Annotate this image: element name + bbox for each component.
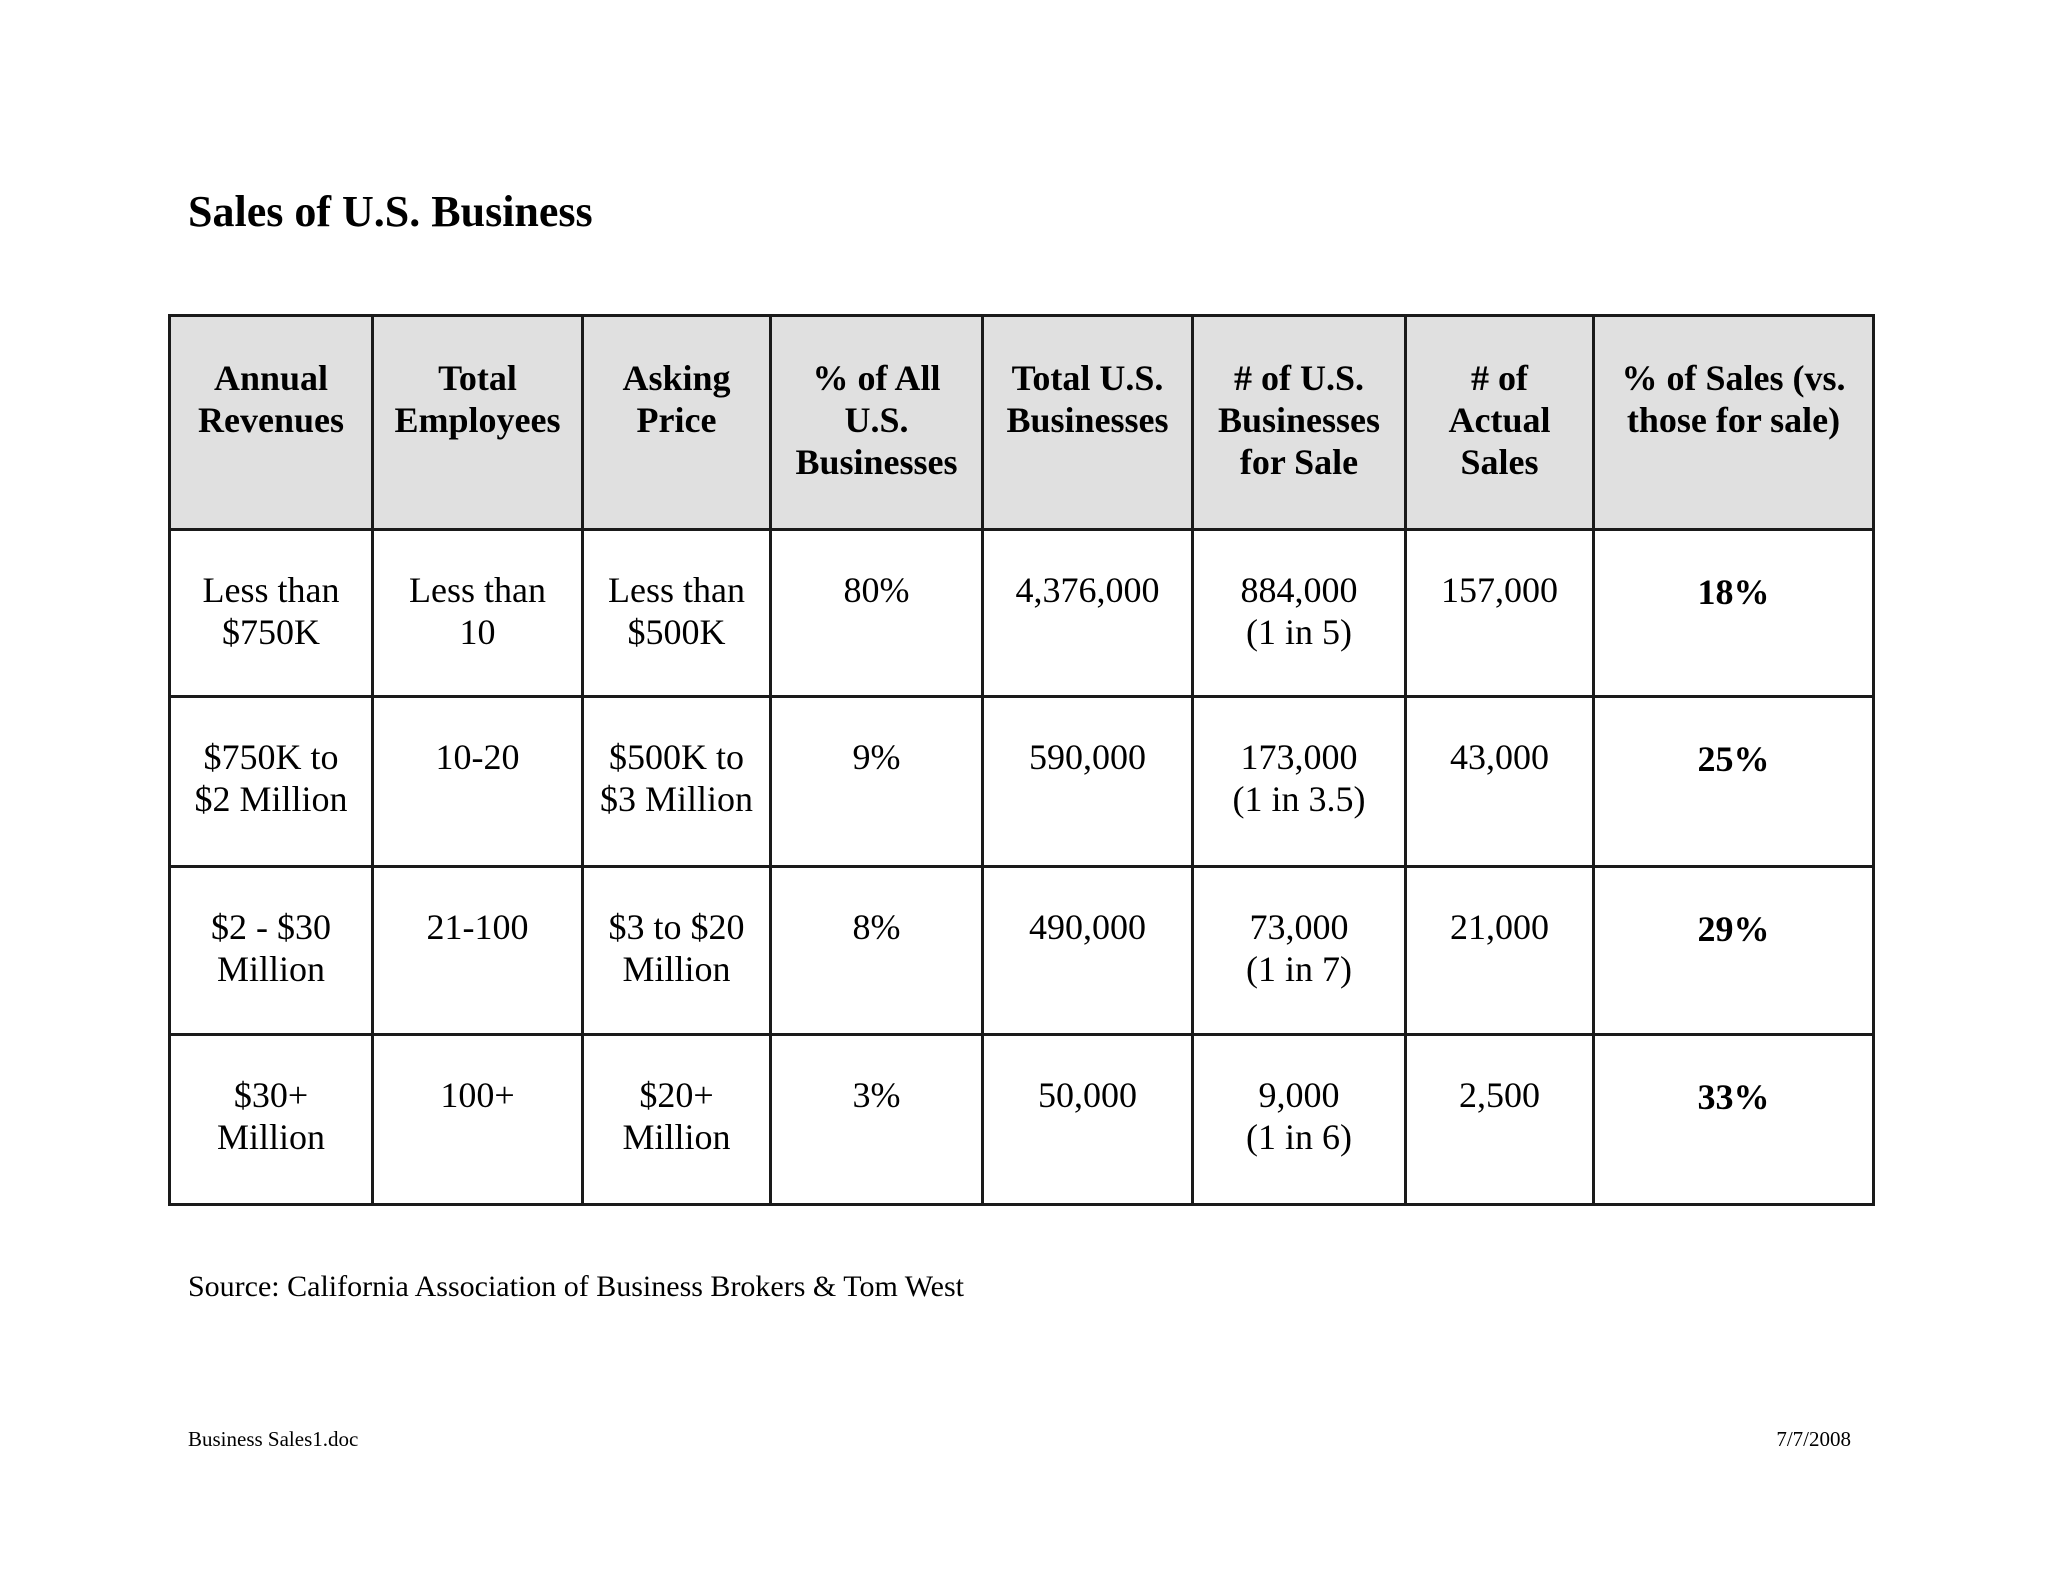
header-line: Employees <box>394 400 561 440</box>
cell-asking-price <box>583 1035 771 1205</box>
cell-line: 29% <box>1697 909 1770 949</box>
column-header-total-employees <box>373 316 583 530</box>
cell-line: 3% <box>852 1075 901 1115</box>
cell-line: 80% <box>843 570 910 610</box>
cell-line: 9,000 <box>1258 1075 1340 1115</box>
cell-line: $2 Million <box>194 779 348 819</box>
cell-total-us-businesses <box>983 697 1193 867</box>
cell-line: 490,000 <box>1029 907 1146 947</box>
header-line: U.S. <box>844 400 909 440</box>
cell-total-us-businesses <box>983 1035 1193 1205</box>
cell-asking-price <box>583 867 771 1035</box>
cell-total-employees <box>373 1035 583 1205</box>
header-row <box>170 316 1874 530</box>
cell-line: (1 in 7) <box>1246 949 1352 989</box>
column-header-annual-revenues <box>170 316 373 530</box>
cell-actual-sales <box>1406 697 1594 867</box>
column-header-total-us-businesses <box>983 316 1193 530</box>
cell-line: Million <box>216 949 326 989</box>
header-line: those for sale) <box>1626 400 1841 440</box>
cell-annual-revenues <box>170 697 373 867</box>
cell-line: (1 in 6) <box>1246 1117 1352 1157</box>
column-header-asking-price <box>583 316 771 530</box>
cell-line: 50,000 <box>1038 1075 1137 1115</box>
cell-line: 173,000 <box>1240 737 1358 777</box>
cell-line: $3 Million <box>599 779 754 819</box>
cell-line: 10-20 <box>435 737 520 777</box>
cell-line: 2,500 <box>1459 1075 1540 1115</box>
cell-businesses-for-sale <box>1193 530 1406 697</box>
cell-line: 33% <box>1697 1077 1770 1117</box>
header-line: Revenues <box>198 400 344 440</box>
cell-line: Million <box>216 1117 326 1157</box>
column-header-actual-sales <box>1406 316 1594 530</box>
cell-line: $20+ <box>639 1075 714 1115</box>
header-line: Asking <box>622 358 731 398</box>
cell-line: Less than <box>608 570 745 610</box>
table-row <box>170 697 1874 867</box>
column-header-pct-of-sales <box>1594 316 1874 530</box>
header-line: Sales <box>1460 442 1539 482</box>
cell-line: $500K to <box>609 737 744 777</box>
cell-line: 25% <box>1697 739 1770 779</box>
cell-line: 21,000 <box>1450 907 1549 947</box>
cell-line: 8% <box>852 907 901 947</box>
cell-line: 4,376,000 <box>1015 570 1160 610</box>
header-line: Businesses <box>1006 400 1169 440</box>
footer-date: 7/7/2008 <box>1776 1427 1851 1451</box>
cell-line: $3 to $20 <box>608 907 745 947</box>
cell-line: 884,000 <box>1240 570 1358 610</box>
cell-pct-of-sales <box>1594 697 1874 867</box>
cell-line: $2 - $30 <box>211 907 331 947</box>
cell-pct-all-businesses <box>771 1035 983 1205</box>
cell-line: Less than <box>409 570 546 610</box>
cell-actual-sales <box>1406 867 1594 1035</box>
cell-actual-sales <box>1406 530 1594 697</box>
header-line: % of All <box>812 358 941 398</box>
cell-line: Million <box>622 949 731 989</box>
source-note: Source: California Association of Business Brokers & Tom West <box>188 1270 964 1303</box>
header-line: Total <box>438 358 517 398</box>
cell-pct-all-businesses <box>771 530 983 697</box>
header-line: Price <box>636 400 717 440</box>
cell-pct-all-businesses <box>771 867 983 1035</box>
header-line: for Sale <box>1239 442 1359 482</box>
table-row <box>170 867 1874 1035</box>
cell-line: 10 <box>459 612 496 652</box>
cell-annual-revenues <box>170 1035 373 1205</box>
header-line: Total U.S. <box>1011 358 1164 398</box>
cell-line: (1 in 5) <box>1246 612 1352 652</box>
cell-line: 73,000 <box>1249 907 1349 947</box>
cell-line: $750K <box>222 612 320 652</box>
cell-businesses-for-sale <box>1193 1035 1406 1205</box>
cell-businesses-for-sale <box>1193 697 1406 867</box>
cell-line: 21-100 <box>426 907 529 947</box>
cell-line: 9% <box>852 737 901 777</box>
cell-line: $750K to <box>203 737 339 777</box>
cell-total-employees <box>373 530 583 697</box>
page-title: Sales of U.S. Business <box>188 187 593 236</box>
header-line: Businesses <box>1217 400 1381 440</box>
column-header-businesses-for-sale <box>1193 316 1406 530</box>
cell-line: Million <box>622 1117 731 1157</box>
cell-line: Less than <box>202 570 340 610</box>
cell-total-employees <box>373 697 583 867</box>
header-line: Businesses <box>795 442 958 482</box>
cell-asking-price <box>583 697 771 867</box>
cell-line: 100+ <box>440 1075 515 1115</box>
cell-line: (1 in 3.5) <box>1232 779 1366 819</box>
cell-line: 18% <box>1697 572 1770 612</box>
cell-pct-of-sales <box>1594 1035 1874 1205</box>
sales-table <box>168 314 1875 1206</box>
cell-line: 590,000 <box>1029 737 1146 777</box>
cell-total-us-businesses <box>983 530 1193 697</box>
cell-pct-of-sales <box>1594 867 1874 1035</box>
cell-actual-sales <box>1406 1035 1594 1205</box>
header-line: Actual <box>1448 400 1551 440</box>
footer-filename: Business Sales1.doc <box>188 1427 359 1451</box>
cell-line: $30+ <box>233 1075 309 1115</box>
table-row <box>170 1035 1874 1205</box>
cell-line: 43,000 <box>1450 737 1549 777</box>
header-line: # of <box>1471 358 1528 398</box>
cell-pct-all-businesses <box>771 697 983 867</box>
cell-asking-price <box>583 530 771 697</box>
cell-pct-of-sales <box>1594 530 1874 697</box>
cell-line: $500K <box>627 612 726 652</box>
cell-annual-revenues <box>170 867 373 1035</box>
header-line: Annual <box>213 358 329 398</box>
cell-total-us-businesses <box>983 867 1193 1035</box>
header-line: # of U.S. <box>1233 358 1364 398</box>
cell-businesses-for-sale <box>1193 867 1406 1035</box>
cell-line: 157,000 <box>1441 570 1558 610</box>
header-line: % of Sales (vs. <box>1621 358 1846 398</box>
table-row <box>170 530 1874 697</box>
cell-annual-revenues <box>170 530 373 697</box>
column-header-pct-all-businesses <box>771 316 983 530</box>
cell-total-employees <box>373 867 583 1035</box>
